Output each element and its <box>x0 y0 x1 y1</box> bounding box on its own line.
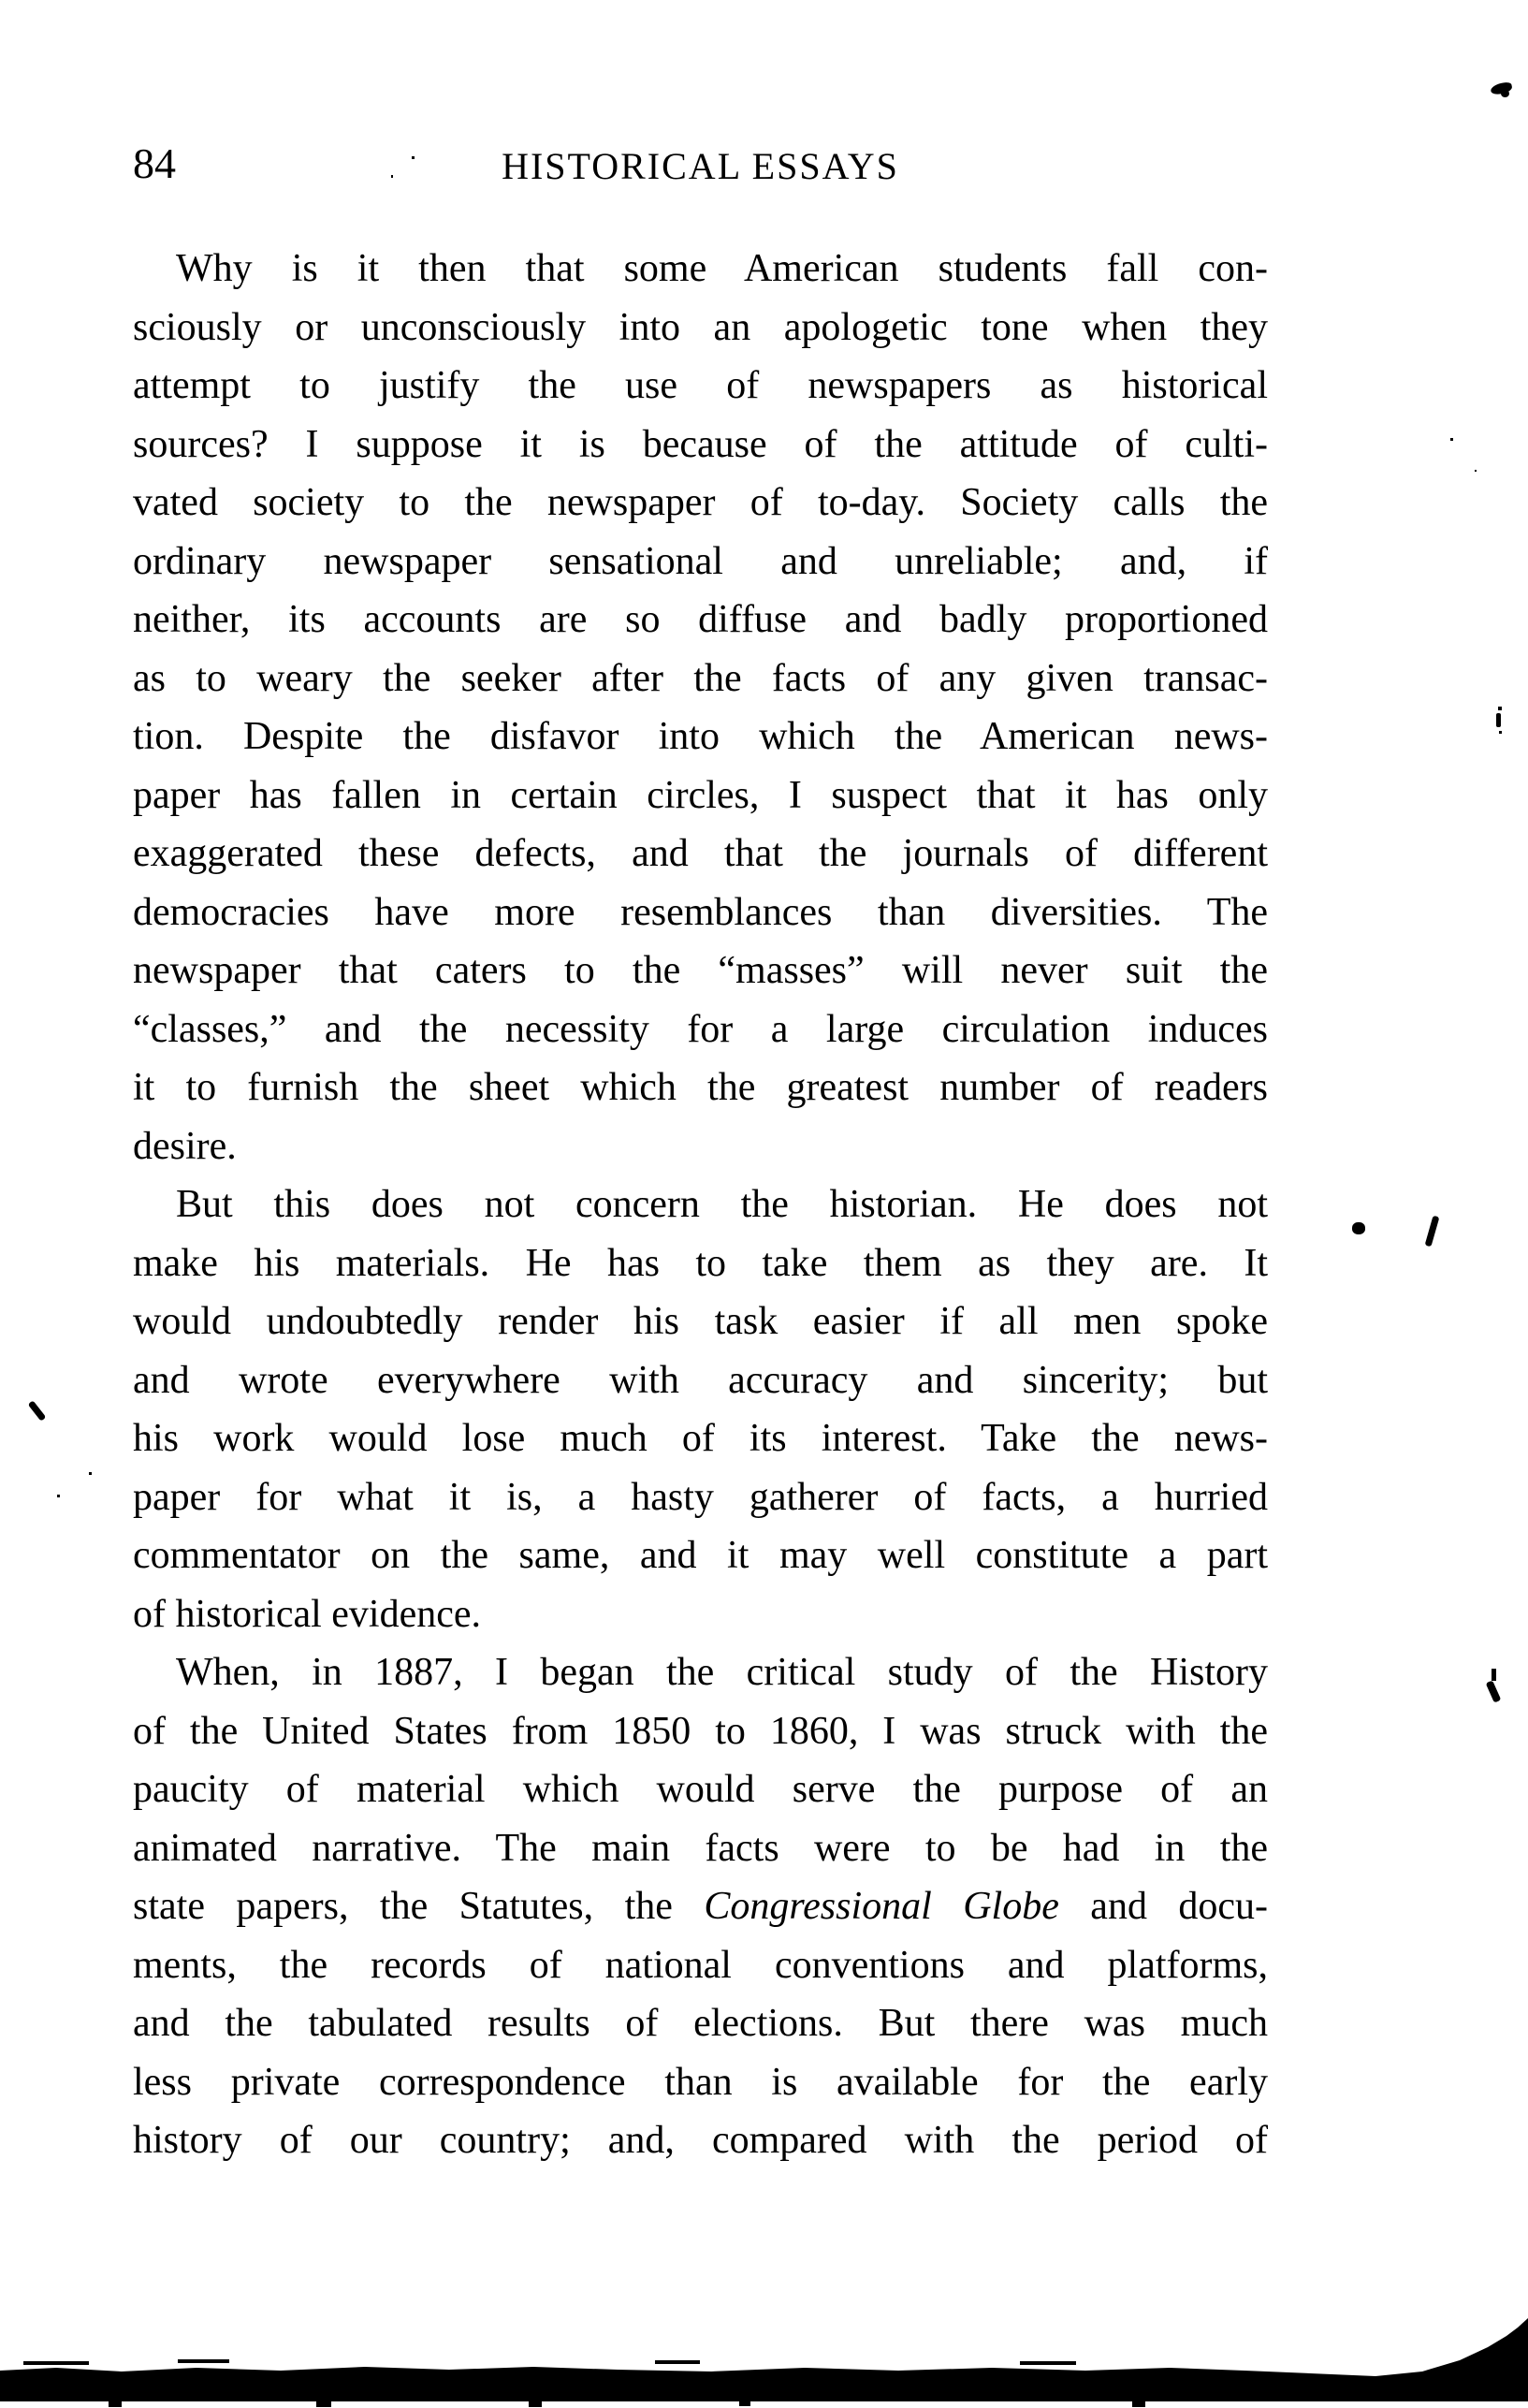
ink-mark <box>28 1400 47 1421</box>
text-line: paucity of material which would serve the purpose of an <box>133 1768 1268 1811</box>
text-line: his work would lose much of its interest. Take the news- <box>133 1417 1268 1460</box>
text-line: ments, the records of national conventions and platforms, <box>133 1943 1268 1987</box>
text-line: of historical evidence. <box>133 1592 482 1636</box>
ink-speck <box>1475 470 1477 472</box>
text-line: democracies have more resemblances than diversities. The <box>133 890 1268 934</box>
text-line: attempt to justify the use of newspapers as historical <box>133 364 1268 407</box>
text-line: history of our country; and, compared with the period of <box>133 2119 1268 2162</box>
ink-mark <box>1486 1680 1502 1702</box>
text-line: “classes,” and the necessity for a large circulation induces <box>133 1007 1268 1051</box>
ink-blob <box>1501 90 1509 97</box>
ink-speck <box>57 1495 60 1497</box>
text-line: vated society to the newspaper of to-day. Society calls the <box>133 481 1268 524</box>
text-line: would undoubtedly render his task easier if all men spoke <box>133 1300 1268 1343</box>
text-line: commentator on the same, and it may well constitute a part <box>133 1534 1268 1577</box>
ink-mark <box>1492 1669 1496 1681</box>
text-line: animated narrative. The main facts were to be had in the <box>133 1826 1268 1870</box>
text-line: When, in 1887, I began the critical study of the History <box>176 1651 1268 1694</box>
italic-book-title: Congressional Globe <box>704 1885 1059 1928</box>
text-line <box>133 1877 1268 1936</box>
text-line: exaggerated these defects, and that the journals of different <box>133 832 1268 875</box>
running-header: HISTORICAL ESSAYS <box>502 145 899 187</box>
text-line: as to weary the seeker after the facts of any given transac- <box>133 656 1268 700</box>
text-line: sources? I suppose it is because of the attitude of culti- <box>133 422 1268 466</box>
text-line: sciously or unconsciously into an apologetic tone when they <box>133 305 1268 349</box>
text-line: make his materials. He has to take them as they are. It <box>133 1241 1268 1285</box>
text-line: it to furnish the sheet which the greatest number of readers <box>133 1066 1268 1109</box>
text-line: paper for what it is, a hasty gatherer of facts, a hurried <box>133 1475 1268 1519</box>
text-segment: and docu- <box>1058 1885 1268 1928</box>
scan-edge-band <box>0 2302 1528 2408</box>
text-line: Why is it then that some American students fall con- <box>176 247 1268 290</box>
text-line: and the tabulated results of elections. But there was much <box>133 2002 1268 2045</box>
text-line: desire. <box>133 1124 237 1168</box>
ink-speck <box>391 175 393 178</box>
ink-speck <box>89 1472 92 1475</box>
text-line: and wrote everywhere with accuracy and sincerity; but <box>133 1358 1268 1402</box>
ink-slash <box>1425 1216 1440 1248</box>
text-line: tion. Despite the disfavor into which the American news- <box>133 715 1268 758</box>
ink-dot <box>1352 1222 1365 1234</box>
ink-speck <box>412 156 415 159</box>
text-line: But this does not concern the historian. He does not <box>176 1183 1268 1226</box>
ink-mark <box>1496 713 1501 727</box>
text-segment: state papers, the Statutes, the <box>133 1885 705 1928</box>
page-number: 84 <box>133 139 176 187</box>
ink-speck <box>1499 731 1502 734</box>
text-line: less private correspondence than is available for the early <box>133 2060 1268 2104</box>
text-line: neither, its accounts are so diffuse and badly proportioned <box>133 598 1268 641</box>
text-line: of the United States from 1850 to 1860, I was struck with the <box>133 1709 1268 1753</box>
text-line: paper has fallen in certain circles, I suspect that it has only <box>133 773 1268 817</box>
ink-speck <box>1450 438 1453 441</box>
text-line: ordinary newspaper sensational and unreliable; and, if <box>133 539 1268 583</box>
text-line: newspaper that caters to the “masses” will never suit the <box>133 949 1268 992</box>
page-text <box>133 240 1268 2170</box>
ink-speck <box>1498 707 1502 710</box>
